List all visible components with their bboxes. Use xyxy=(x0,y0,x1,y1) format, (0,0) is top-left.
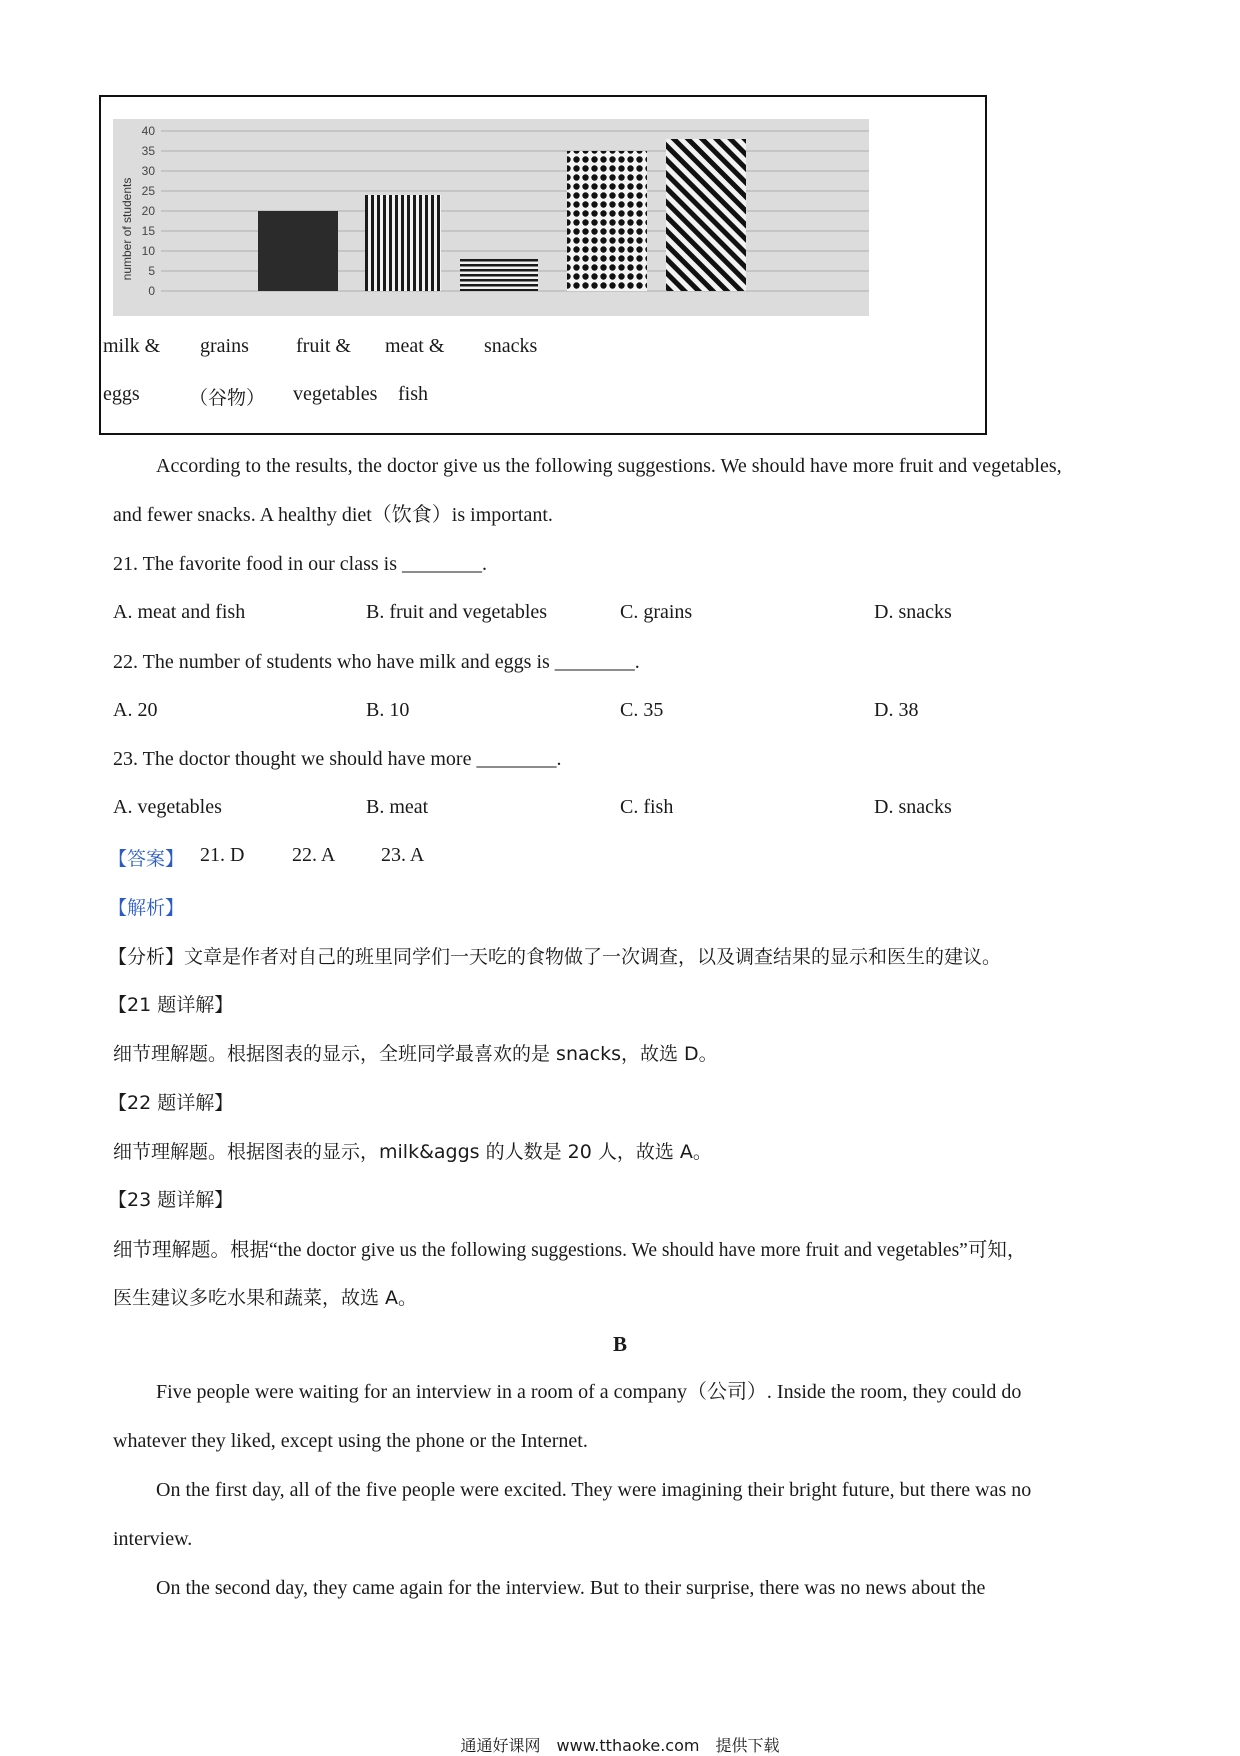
y-tick-label: 10 xyxy=(141,244,155,258)
answer-23: 23. A xyxy=(381,844,425,866)
question-23-option-c: C. fish xyxy=(620,796,674,818)
category-label-meat-fish-line2: fish xyxy=(398,383,428,405)
category-label-snacks: snacks xyxy=(484,335,538,357)
bar-3 xyxy=(567,151,647,291)
y-tick-label: 40 xyxy=(141,124,155,138)
page-footer: 通通好课网 www.tthaoke.com 提供下载 xyxy=(460,1736,780,1755)
y-tick-label: 20 xyxy=(141,204,155,218)
section-b-heading: B xyxy=(612,1332,627,1356)
passage-b-p1-line2: whatever they liked, except using the phone or the Internet. xyxy=(113,1430,588,1452)
analysis-summary: 【分析】文章是作者对自己的班里同学们一天吃的食物做了一次调查，以及调查结果的显示和医生的建议。 xyxy=(108,946,1002,968)
answer-22: 22. A xyxy=(292,844,336,866)
category-label-milk-eggs-line2: eggs xyxy=(103,383,140,405)
category-label-meat-fish-line1: meat & xyxy=(385,335,445,357)
y-tick-label: 35 xyxy=(141,144,155,158)
passage-a-line2: and fewer snacks. A healthy diet（饮食）is important. xyxy=(113,504,553,526)
y-tick-label: 15 xyxy=(141,224,155,238)
category-label-grains-line1: grains xyxy=(200,335,249,357)
question-21-stem: 21. The favorite food in our class is ________. xyxy=(113,553,488,575)
question-23-option-b: B. meat xyxy=(366,796,429,818)
category-label-grains-line2: （谷物） xyxy=(189,387,266,409)
question-21-option-a: A. meat and fish xyxy=(113,601,246,623)
question-22-option-c: C. 35 xyxy=(620,699,664,721)
y-tick-label: 5 xyxy=(148,264,155,278)
analysis-tag: 【解析】 xyxy=(108,897,185,919)
passage-b-p2-line1: On the first day, all of the five people were excited. They were imagining their bright future, but there was no xyxy=(156,1479,1032,1501)
question-21-option-d: D. snacks xyxy=(874,601,952,623)
y-tick-label: 0 xyxy=(148,284,155,298)
q23-detail-title: 【23 题详解】 xyxy=(108,1189,234,1211)
bar-chart-svg xyxy=(113,119,869,316)
q21-detail-title: 【21 题详解】 xyxy=(108,994,234,1016)
bar-0 xyxy=(258,211,338,291)
bar-4 xyxy=(666,139,746,291)
passage-b-p2-line2: interview. xyxy=(113,1528,193,1550)
category-label-milk-eggs-line1: milk & xyxy=(103,335,161,357)
q23-detail-text-line2: 医生建议多吃水果和蔬菜，故选 A。 xyxy=(113,1287,418,1309)
q21-detail-text: 细节理解题。根据图表的显示，全班同学最喜欢的是 snacks，故选 D。 xyxy=(113,1043,718,1065)
answer-tag: 【答案】 xyxy=(108,848,185,870)
question-23-stem: 23. The doctor thought we should have more ________. xyxy=(113,748,562,770)
category-label-fruit-vegetables-line2: vegetables xyxy=(293,383,378,405)
passage-b-p1-line1: Five people were waiting for an interview in a room of a company（公司）. Inside the room, they could do xyxy=(156,1381,1022,1403)
bar-2 xyxy=(460,259,538,291)
q22-detail-title: 【22 题详解】 xyxy=(108,1092,234,1114)
y-tick-label: 25 xyxy=(141,184,155,198)
question-21-option-c: C. grains xyxy=(620,601,693,623)
category-label-fruit-vegetables-line1: fruit & xyxy=(296,335,351,357)
question-21-option-b: B. fruit and vegetables xyxy=(366,601,548,623)
passage-a-line1: According to the results, the doctor give us the following suggestions. We should have more fruit and vegetables, xyxy=(156,455,1062,477)
chart-figure-frame xyxy=(99,95,987,435)
q22-detail-text: 细节理解题。根据图表的显示，milk&aggs 的人数是 20 人，故选 A。 xyxy=(113,1141,712,1163)
bar-1 xyxy=(365,195,441,291)
y-tick-label: 30 xyxy=(141,164,155,178)
question-22-option-a: A. 20 xyxy=(113,699,158,721)
question-22-stem: 22. The number of students who have milk and eggs is ________. xyxy=(113,651,640,673)
passage-b-p3-line1: On the second day, they came again for the interview. But to their surprise, there was no news about the xyxy=(156,1577,986,1599)
question-23-option-d: D. snacks xyxy=(874,796,952,818)
bar-chart xyxy=(113,119,869,316)
question-23-option-a: A. vegetables xyxy=(113,796,222,818)
question-22-option-b: B. 10 xyxy=(366,699,410,721)
q23-detail-text-line1: 细节理解题。根据“the doctor give us the following suggestions. We should have more fruit and vegetables”可知， xyxy=(113,1240,1027,1261)
answer-21: 21. D xyxy=(200,844,245,866)
y-axis-label: number of students xyxy=(120,177,134,281)
question-22-option-d: D. 38 xyxy=(874,699,919,721)
